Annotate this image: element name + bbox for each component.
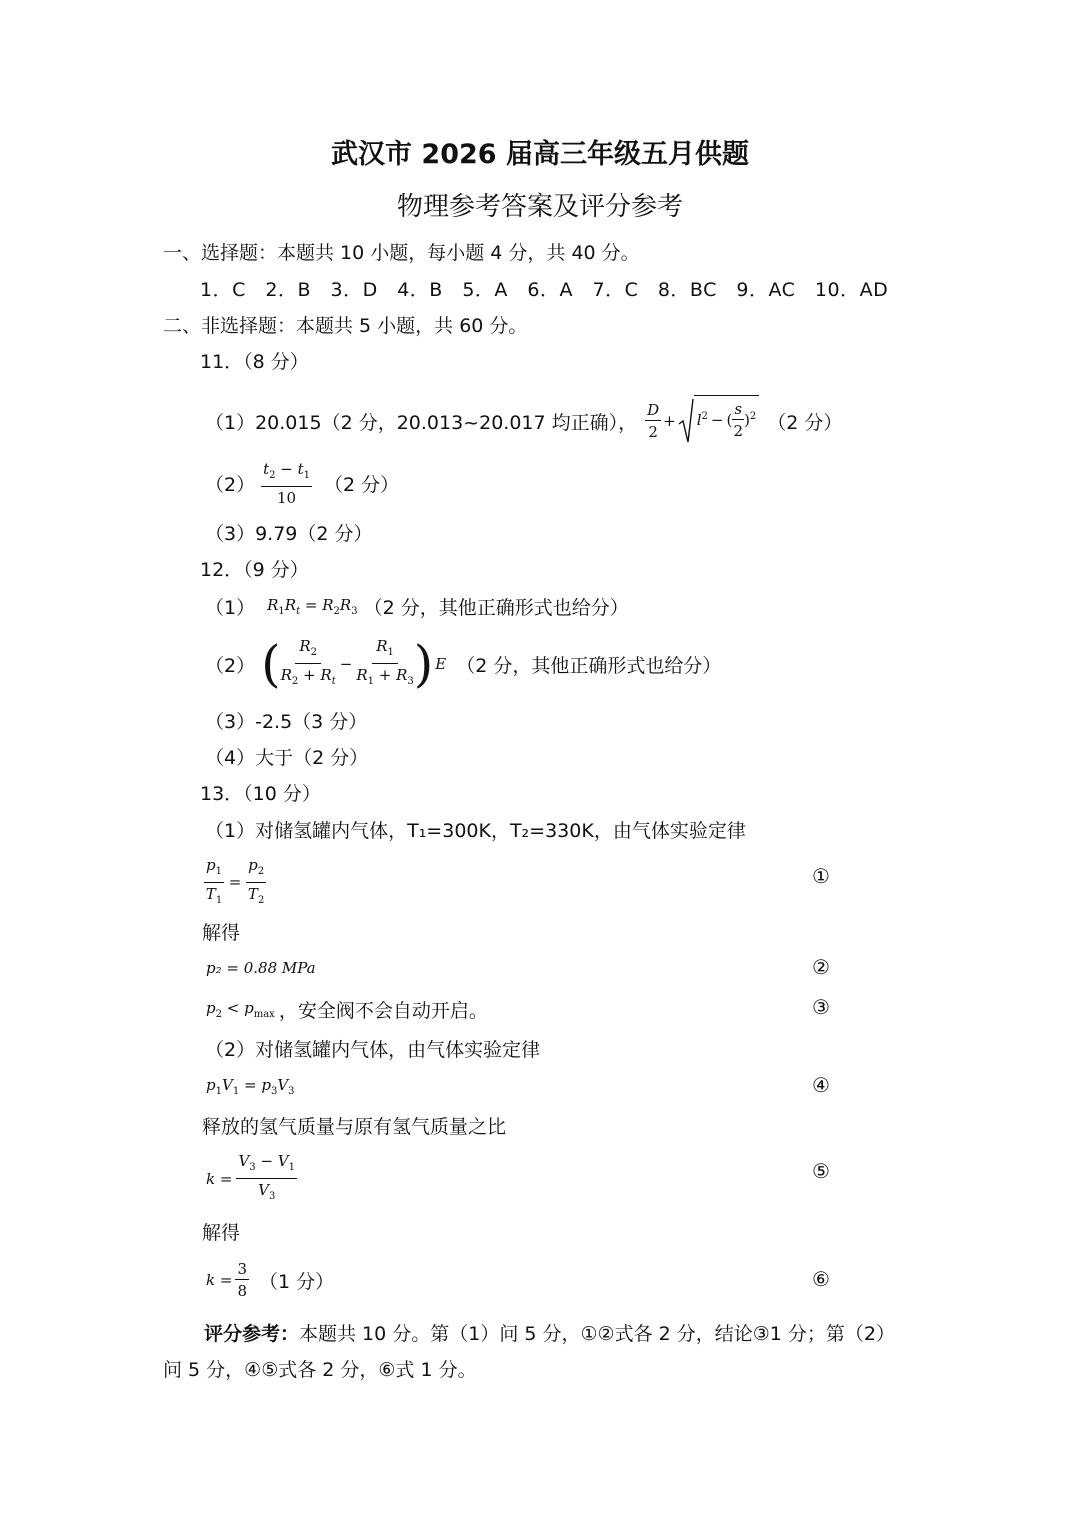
q12-part2-formula: ( $\frac{R_2}{R_2 + R_t}$ − $\frac{R_1}{R_1 + R_3}$ ) E (261, 635, 447, 693)
eq-mark-5: ⑤ (812, 1159, 830, 1183)
q12-part1 (205, 593, 629, 620)
q11-part1-formula: $\frac{D}{2}$ + $l^2$ − ( $\frac{s}{2}$ )$^2$ (645, 398, 759, 444)
q12-header: 12．（9 分） (200, 559, 309, 581)
page-title: 武汉市 2026 届高三年级五月供题 (331, 139, 749, 170)
q13-part2-intro: （2）对储氢罐内气体，由气体实验定律 (205, 1039, 541, 1061)
eq-mark-2: ② (812, 955, 830, 979)
q12-part1-note: （2 分，其他正确形式也给分） (363, 597, 629, 619)
eq-mark-4: ④ (812, 1073, 830, 1097)
page-subtitle: 物理参考答案及评分参考 (396, 192, 683, 222)
q13-eq2-formula: p₂ = 0.88 MPa (206, 959, 316, 977)
q11-part1-score: （2 分） (767, 411, 843, 434)
q13-eq3-text: ，安全阀不会自动开启。 (278, 1000, 488, 1022)
scoring-label: 评分参考： (204, 1323, 300, 1345)
eq-mark-3: ③ (812, 995, 830, 1019)
q13-eq1-formula: $\frac{p_1}{T_1}$ = $\frac{p_2}{T_2}$ (205, 856, 265, 906)
eq-mark-1: ① (812, 864, 830, 888)
q12-part3: （3）-2.5（3 分） (205, 711, 368, 733)
q13-eq6-formula: k = $\frac{3}{8}$ (206, 1260, 247, 1300)
eq-mark-6: ⑥ (812, 1267, 830, 1291)
q13-eq3-formula: $p_2 < p_{max}$ (206, 999, 275, 1020)
q13-eq6-score: （1 分） (258, 1270, 335, 1293)
q13-header: 13．（10 分） (200, 783, 321, 805)
q11-part1-text: （1）20.015（2 分，20.013~20.017 均正确）， (205, 411, 638, 434)
q11-part1 (205, 398, 842, 444)
sqrt-icon (678, 398, 694, 444)
q11-part2-formula: $\frac{t_2 - t_1}{10}$ (263, 460, 311, 507)
q11-part2-label: （2） (205, 474, 256, 496)
q12-part1-formula: $R_1R_t = R_2R_3$ (267, 596, 358, 617)
scoring-text-1: 本题共 10 分。第（1）问 5 分，①②式各 2 分，结论③1 分；第（2） (299, 1323, 896, 1345)
section-choice-header: 一、选择题：本题共 10 小题，每小题 4 分，共 40 分。 (163, 242, 640, 264)
q11-part3: （3）9.79（2 分） (205, 523, 373, 545)
q12-part2-label: （2） (205, 654, 256, 677)
q11-part2-score: （2 分） (324, 474, 400, 496)
q13-ratio-text: 释放的氢气质量与原有氢气质量之比 (202, 1116, 507, 1138)
q13-scoring-line1 (204, 1319, 895, 1346)
q12-part2 (205, 637, 721, 691)
q13-eq4-formula: $p_1V_1 = p_3V_3$ (206, 1076, 295, 1097)
q11-part2 (205, 460, 399, 507)
q13-eq3 (206, 996, 488, 1023)
section-nonchoice-header: 二、非选择题：本题共 5 小题，共 60 分。 (163, 315, 528, 337)
q13-eq5-formula: k = $\frac{V_3 - V_1}{V_3}$ (206, 1152, 295, 1202)
q11-header: 11．（8 分） (200, 351, 309, 373)
choice-answers: 1．C 2．B 3．D 4．B 5．A 6．A 7．C 8．BC 9．AC 10．AD (200, 279, 889, 301)
q13-jiede-2: 解得 (202, 1222, 241, 1244)
q13-jiede-1: 解得 (202, 922, 241, 944)
q13-eq6 (206, 1260, 334, 1300)
q12-part2-note: （2 分，其他正确形式也给分） (456, 654, 722, 677)
q13-part1-intro: （1）对储氢罐内气体，T₁=300K，T₂=330K，由气体实验定律 (205, 820, 746, 842)
q12-part1-label: （1） (205, 597, 256, 619)
q13-scoring-line2: 问 5 分，④⑤式各 2 分，⑥式 1 分。 (163, 1359, 477, 1381)
q12-part4: （4）大于（2 分） (205, 747, 369, 769)
